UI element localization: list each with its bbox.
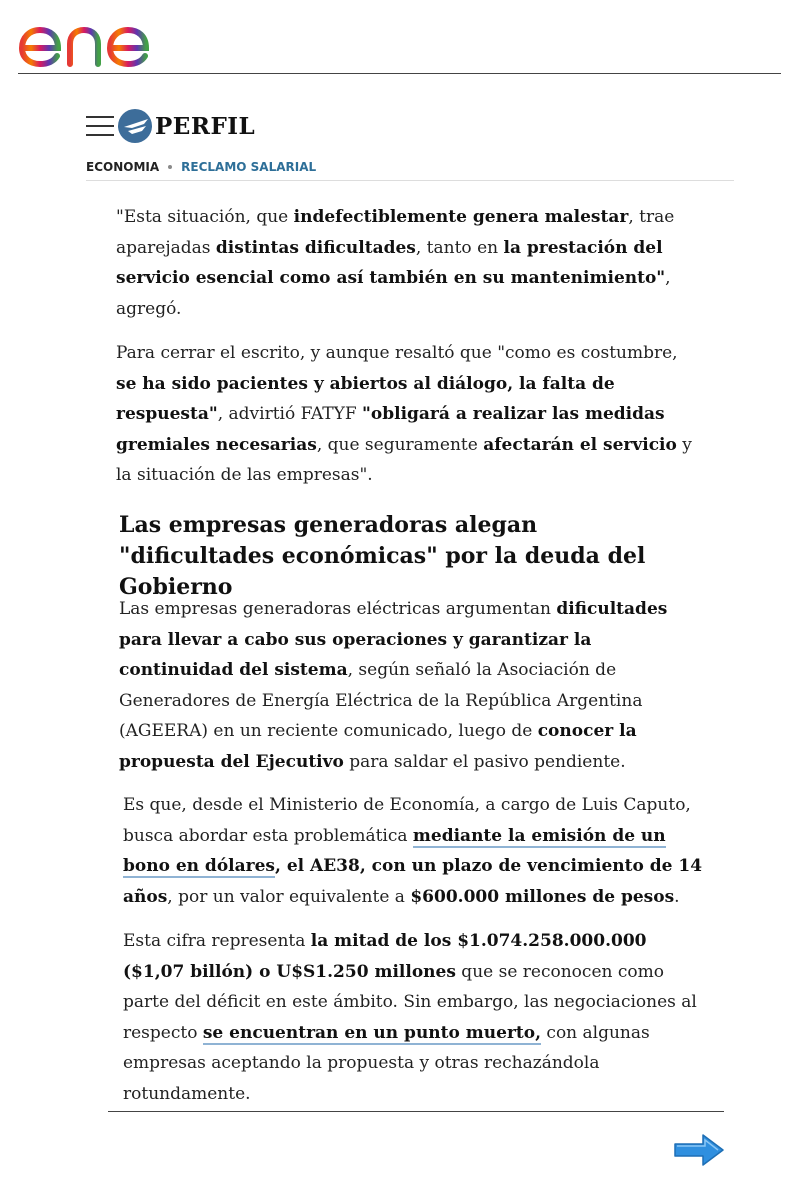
breadcrumb-separator — [168, 165, 172, 169]
negotiations-link[interactable]: se encuentran en un punto muerto, — [202, 1022, 542, 1043]
article-paragraph-2: Para cerrar el escrito, y aunque resaltó que "como es costumbre, se ha sido pacientes y abiertos al diálogo, la falta de respuesta", advirtió FATYF "obligará a realizar las medidas gremiales necesarias, que seguramente afectarán el servicio y la situación de las empresas". — [116, 343, 692, 485]
bond-link[interactable]: mediante la emisión de un bono en dólares — [123, 825, 666, 876]
bottom-divider — [108, 1111, 724, 1112]
breadcrumb-section[interactable]: ECONOMIA — [86, 160, 160, 174]
breadcrumb — [86, 160, 734, 174]
arrow-right-icon[interactable] — [673, 1133, 725, 1167]
article-subheading: Las empresas generadoras alegan "dificultades económicas" por la deuda del Gobierno — [119, 512, 646, 600]
article-paragraph-4: Es que, desde el Ministerio de Economía, a cargo de Luis Caputo, busca abordar esta problemática mediante la emisión de un bono en dólares, el AE38, con un plazo de vencimiento de 14 años, por un valor equivalente a $600.000 millones de pesos. — [123, 795, 703, 907]
article-paragraph-3: Las empresas generadoras eléctricas argumentan dificultades para llevar a cabo sus operaciones y garantizar la continuidad del sistema, según señaló la Asociación de Generadores de Energía Eléctrica de la República Argentina (AGEERA) en un reciente comunicado, luego de conocer la propuesta del Ejecutivo para saldar el pasivo pendiente. — [119, 599, 668, 772]
top-divider — [18, 73, 781, 74]
article-paragraph-1: "Esta situación, que indefectiblemente genera malestar, trae aparejadas distintas dificultades, tanto en la prestación del servicio esencial como así también en su mantenimiento", agregó. — [116, 207, 675, 319]
perfil-logo-icon[interactable] — [118, 109, 152, 143]
article-paragraph-5: Esta cifra representa la mitad de los $1.074.258.000.000 ($1,07 billón) o U$S1.250 millones que se reconocen como parte del déficit en este ámbito. Sin embargo, las negociaciones al respecto se encuentran en un punto muerto, con algunas empresas aceptando la propuesta y otras rechazándola rotundamente. — [123, 931, 697, 1104]
site-header — [86, 106, 255, 146]
enel-logo[interactable] — [18, 6, 193, 68]
perfil-logo-text[interactable]: PERFIL — [155, 112, 256, 140]
menu-icon[interactable] — [86, 116, 114, 136]
breadcrumb-divider — [86, 180, 734, 181]
breadcrumb-tag[interactable]: RECLAMO SALARIAL — [181, 160, 317, 174]
